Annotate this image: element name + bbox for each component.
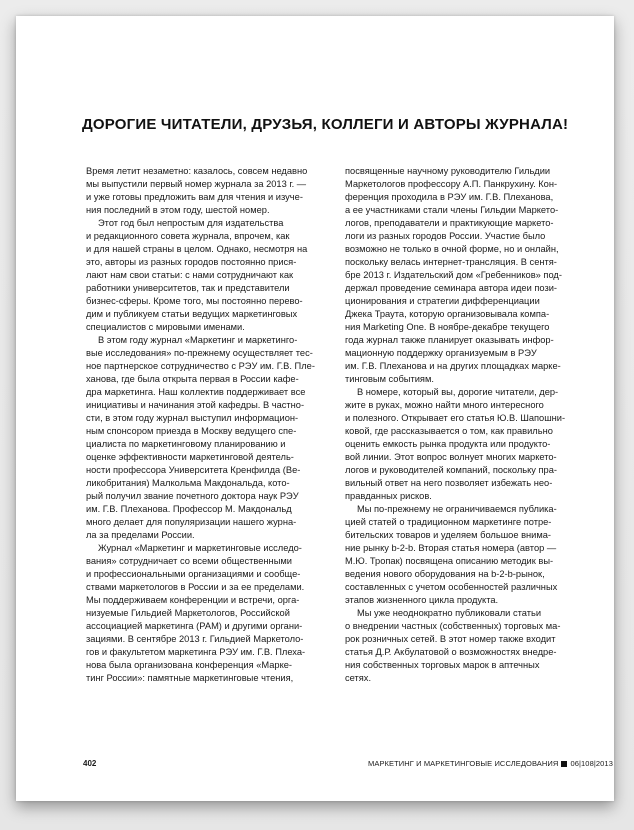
text-line: тинг России»: памятные маркетинговые чтения, — [86, 673, 294, 683]
text-line: мационную поддержку организуемым в РЭУ — [345, 348, 537, 358]
text-line: много делает для популяризации нашего журна- — [86, 517, 297, 527]
text-line: логов, преподаватели и практикующие маркето- — [345, 218, 554, 228]
text-line: бре 2013 г. Издательский дом «Гребенников» под- — [345, 270, 562, 280]
text-line: и редакционного совета журнала, впрочем, как — [86, 231, 290, 241]
text-line: ным спонсором приезда в Москву ведущего спе- — [86, 426, 297, 436]
text-line: ла за пределами России. — [86, 530, 195, 540]
text-line: логи из разных городов России. Участие было — [345, 231, 546, 241]
article-title: ДОРОГИЕ ЧИТАТЕЛИ, ДРУЗЬЯ, КОЛЛЕГИ И АВТОРЫ ЖУРНАЛА! — [82, 116, 569, 133]
text-line: В этом году журнал «Маркетинг и маркетинго- — [98, 335, 298, 345]
text-line: ное партнерское сотрудничество с РЭУ им. Г.В. Пле- — [86, 361, 315, 371]
text-line: им. Г.В. Плеханова. Профессор М. Макдональд — [86, 504, 292, 514]
text-line: циалиста по маркетинговому планированию и — [86, 439, 286, 449]
text-line: правданных рисков. — [345, 491, 432, 501]
text-line: низуемые Гильдией Маркетологов, Российской — [86, 608, 290, 618]
text-line: статья Д.Р. Акбулатовой о возможностях внедре- — [345, 647, 557, 657]
text-line: ние рынку b-2-b. Вторая статья номера (автор — — [345, 543, 557, 553]
text-line: вые исследования» по-прежнему осуществляет тес- — [86, 348, 313, 358]
text-line: тинговым событиям. — [345, 374, 434, 384]
text-line: ционирования и стратегии дифференциации — [345, 296, 540, 306]
text-column-left — [86, 165, 333, 685]
text-line: Маркетологов профессору А.П. Панкрухину. Кон- — [345, 179, 558, 189]
text-line: держал проведение семинара автора идеи пози- — [345, 283, 558, 293]
issue-number: 06|108|2013 — [570, 759, 613, 768]
square-separator-icon — [561, 761, 567, 767]
text-line: зациями. В сентябре 2013 г. Гильдией Маркетоло- — [86, 634, 304, 644]
page-number: 402 — [83, 759, 97, 768]
text-line: им. Г.В. Плеханова и на других площадках марке- — [345, 361, 561, 371]
text-line: цией статей о традиционном маркетинге потре- — [345, 517, 552, 527]
text-line: Мы уже неоднократно публиковали статьи — [357, 608, 542, 618]
text-line: гов и факультетом маркетинга РЭУ им. Г.В. Плеха- — [86, 647, 306, 657]
text-line: составленных с учетом особенностей различных — [345, 582, 558, 592]
text-line: оценить емкость рынка продукта или продукто- — [345, 439, 551, 449]
text-line: ствами маркетологов в России и за ее пределами. — [86, 582, 305, 592]
text-line: ния собственных торговых марок в аптечных — [345, 660, 540, 670]
text-line: оценке эффективности маркетинговой деятель- — [86, 452, 294, 462]
text-column-right — [345, 165, 592, 685]
text-line: Мы по-прежнему не ограничиваемся публика- — [357, 504, 557, 514]
text-line: ассоциацией маркетинга (РАМ) и другими органи- — [86, 621, 303, 631]
text-line: жите в руках, можно найти много интересного — [345, 400, 544, 410]
text-line: дим и публикуем статьи ведущих маркетинговых — [86, 309, 298, 319]
journal-name: МАРКЕТИНГ И МАРКЕТИНГОВЫЕ ИССЛЕДОВАНИЯ — [368, 759, 559, 768]
text-line: Время летит незаметно: казалось, совсем недавно — [86, 166, 308, 176]
text-line: посвященные научному руководителю Гильдии — [345, 166, 551, 176]
text-line: ференция проходила в РЭУ им. Г.В. Плеханова, — [345, 192, 554, 202]
text-line: поскольку велась интернет-трансляция. В сентя- — [345, 257, 557, 267]
text-line: бизнес-сферы. Кроме того, мы постоянно перево- — [86, 296, 303, 306]
text-line: возможно не только в очной форме, но и онлайн, — [345, 244, 559, 254]
text-line: лают нам свои статьи: с нами сотрудничают как — [86, 270, 294, 280]
text-line: работники университетов, так и представители — [86, 283, 290, 293]
text-line: ведения нового оборудования на b-2-b-рынок, — [345, 569, 545, 579]
text-line: Этот год был непростым для издательства — [98, 218, 284, 228]
text-line: инициативы и начинания этой кафедры. В частно- — [86, 400, 305, 410]
text-line: сти, в этом году журнал выступил информацион- — [86, 413, 299, 423]
text-line: рый получил звание почетного доктора наук РЭУ — [86, 491, 299, 501]
text-line: бительских товаров и уделяем большое внима- — [345, 530, 552, 540]
text-line: года журнал также планирует оказывать инфор- — [345, 335, 554, 345]
text-line: вой линии. Этот вопрос волнует многих маркето- — [345, 452, 557, 462]
text-line: вания» сотрудничает со всеми общественными — [86, 556, 292, 566]
text-line: вильный ответ на него позволяет избежать нео- — [345, 478, 553, 488]
text-line: ханова, где была открыта первая в России кафе- — [86, 374, 299, 384]
text-line: сетях. — [345, 673, 372, 683]
text-line: о внедрении частных (собственных) торговых ма- — [345, 621, 561, 631]
text-line: и для нашей страны в целом. Однако, несмотря на — [86, 244, 308, 254]
text-line: и уже готовы предложить вам для чтения и изуче- — [86, 192, 303, 202]
journal-footer — [368, 759, 613, 768]
text-line: В номере, который вы, дорогие читатели, дер- — [357, 387, 559, 397]
text-line: дра маркетинга. Наш коллектив поддерживает все — [86, 387, 306, 397]
text-line: М.Ю. Тропак) посвящена описанию методик вы- — [345, 556, 554, 566]
text-line: и профессиональными организациями и сообще- — [86, 569, 301, 579]
text-line: ковой, где рассказывается о том, как правильно — [345, 426, 553, 436]
text-line: а ее участниками стали члены Гильдии Маркето- — [345, 205, 559, 215]
text-line: нова была организована конференция «Марке- — [86, 660, 293, 670]
text-line: и полезного. Открывает его статья Ю.В. Шапошни- — [345, 413, 566, 423]
text-line: рок розничных сетей. В этот номер также входит — [345, 634, 556, 644]
text-line: Журнал «Маркетинг и маркетинговые исследо- — [98, 543, 302, 553]
text-line: мы выпустили первый номер журнала за 2013 г. — — [86, 179, 307, 189]
text-line: ности профессора Университета Кренфилда (Ве- — [86, 465, 301, 475]
text-line: ния Marketing One. В ноябре-декабре текущего — [345, 322, 550, 332]
magazine-page — [16, 16, 614, 801]
text-line: специалистов с мировыми именами. — [86, 322, 245, 332]
text-line: логов и руководителей компаний, поскольку пра- — [345, 465, 557, 475]
text-line: этапов жизненного цикла продукта. — [345, 595, 499, 605]
text-line: это, авторы из разных городов постоянно прися- — [86, 257, 297, 267]
text-line: ликобритания) Малкольма Макдональда, кото- — [86, 478, 290, 488]
text-line: ния последний в этом году, шестой номер. — [86, 205, 270, 215]
text-line: Мы поддерживаем конференции и встречи, орга- — [86, 595, 300, 605]
text-line: Джека Траута, которую организовывала компа- — [345, 309, 550, 319]
